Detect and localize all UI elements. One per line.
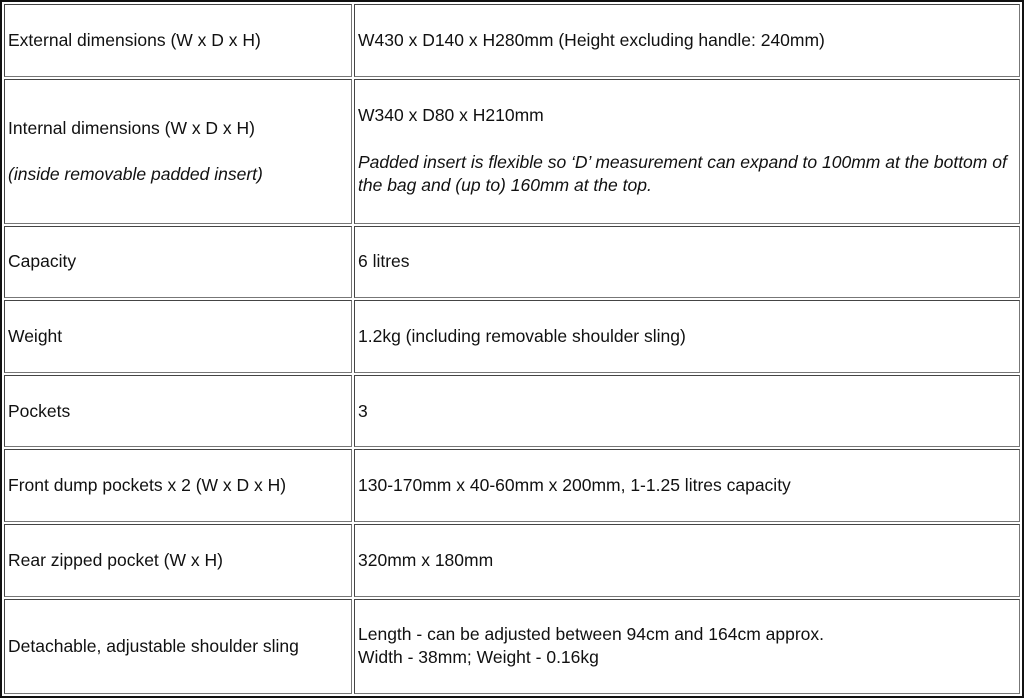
cell-value-text: 6 litres [358, 251, 410, 272]
row-label-shoulder-sling [4, 599, 352, 694]
cell-label-text: Pockets [8, 400, 71, 421]
row-value-front-dump-pockets [354, 449, 1020, 522]
row-value-rear-zipped-pocket [354, 524, 1020, 597]
cell-value-text: 130-170mm x 40-60mm x 200mm, 1-1.25 litres capacity [358, 475, 791, 496]
cell-label-note: (inside removable padded insert) [8, 163, 263, 184]
table-row [4, 4, 1020, 77]
row-value-shoulder-sling [354, 599, 1020, 694]
row-value-weight [354, 300, 1020, 373]
cell-label-text: Rear zipped pocket (W x H) [8, 549, 223, 570]
table-row [4, 599, 1020, 694]
table-row [4, 524, 1020, 597]
row-label-front-dump-pockets [4, 449, 352, 522]
row-value-capacity [354, 226, 1020, 299]
cell-value-text: W430 x D140 x H280mm (Height excluding handle: 240mm) [358, 29, 825, 50]
cell-label-text: Weight [8, 326, 63, 347]
table-row [4, 375, 1020, 448]
row-value-external-dimensions [354, 4, 1020, 77]
cell-label-text: External dimensions (W x D x H) [8, 29, 261, 50]
row-label-capacity [4, 226, 352, 299]
table-row [4, 300, 1020, 373]
row-value-pockets [354, 375, 1020, 448]
cell-label-text: Front dump pockets x 2 (W x D x H) [8, 475, 287, 496]
row-label-external-dimensions [4, 4, 352, 77]
cell-value-text: 320mm x 180mm [358, 549, 494, 570]
row-value-internal-dimensions [354, 79, 1020, 224]
cell-label-text: Detachable, adjustable shoulder sling [8, 635, 299, 656]
cell-label-text: Capacity [8, 251, 77, 272]
table-row [4, 449, 1020, 522]
row-label-pockets [4, 375, 352, 448]
row-label-internal-dimensions [4, 79, 352, 224]
row-label-weight [4, 300, 352, 373]
cell-value-text: 3 [358, 400, 368, 421]
table-row [4, 226, 1020, 299]
cell-value-text: W340 x D80 x H210mm [358, 104, 544, 125]
cell-value-text: 1.2kg (including removable shoulder sling) [358, 326, 686, 347]
table-row [4, 79, 1020, 224]
cell-label-text: Internal dimensions (W x D x H) [8, 117, 256, 138]
cell-value-note: Padded insert is flexible so ‘D’ measurement can expand to 100mm at the bottom of the bag and (up to) 160mm at the top. [358, 151, 1007, 195]
row-label-rear-zipped-pocket [4, 524, 352, 597]
cell-value-text: Length - can be adjusted between 94cm and 164cm approx. [358, 624, 825, 645]
cell-value-text-line-2: Width - 38mm; Weight - 0.16kg [358, 647, 599, 668]
